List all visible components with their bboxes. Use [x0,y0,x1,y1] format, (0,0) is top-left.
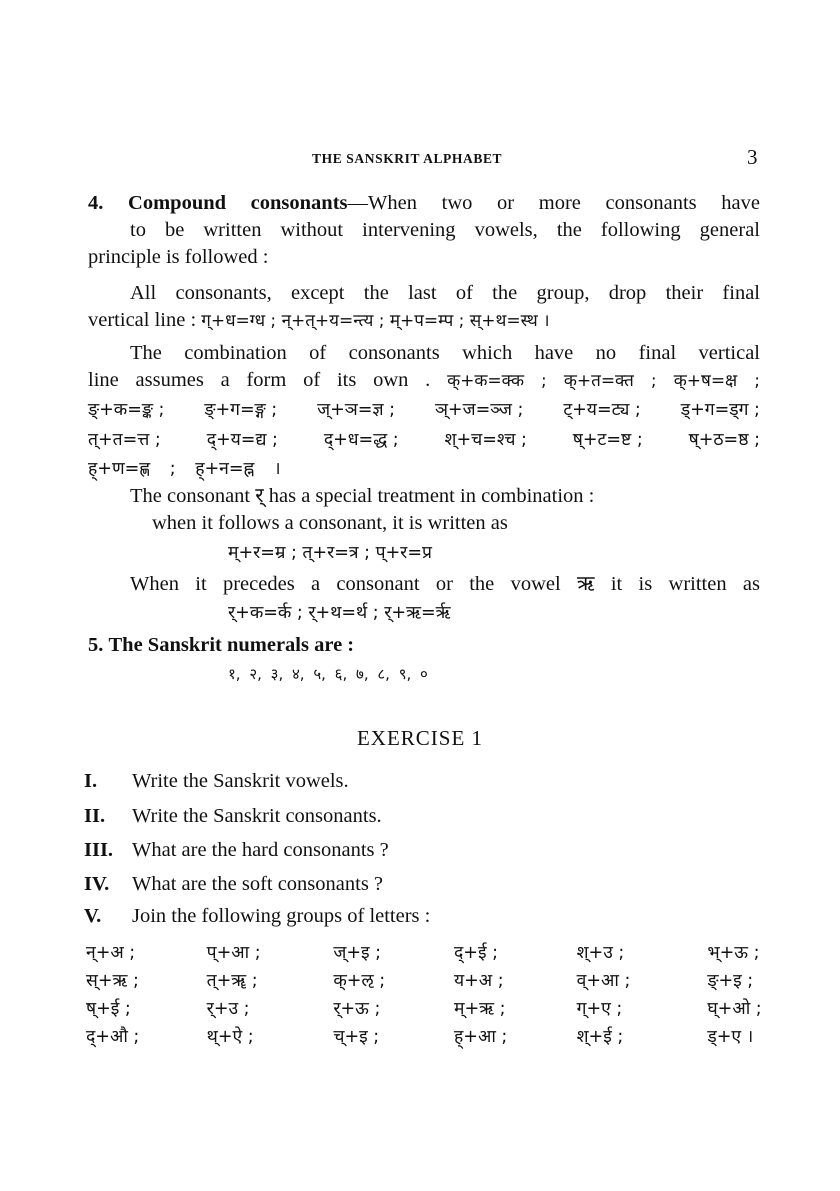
conjunct-item: ज्+ञ=ज्ञ ; [317,400,396,420]
exercise-title: EXERCISE 1 [356,726,484,750]
running-title: THE SANSKRIT ALPHABET [312,151,503,166]
para2-line2 [88,367,760,395]
letter-group: ड्+ए । [707,1027,754,1047]
conjunct-item: त्+त=त्त ; [88,430,161,450]
question-item [84,905,430,928]
para2-line1: The combination of consonants which have no final vertical [130,342,760,364]
question-item [84,770,349,793]
question-text: What are the soft consonants ? [132,873,384,895]
conjunct-item: श्+च=श्च ; [444,430,527,450]
para1-line1: All consonants, except the last of the group, drop their final [130,282,760,304]
paragraph-final-line-rule [88,280,760,335]
question-text: Write the Sanskrit vowels. [132,770,349,792]
para3-line1: The consonant र् has a special treatment in combination : [130,485,595,507]
letter-group: च्+इ ; [333,1027,380,1047]
page-header [0,145,840,175]
letter-group: ष्+ई ; [86,999,131,1019]
conjunct-item: ष्+ठ=ष्ठ ; [688,430,760,450]
letter-group: भ्+ऊ ; [707,943,760,963]
para2-line2-text: line assumes a form of its own . [88,369,431,391]
letter-group: र्+ऊ ; [333,999,381,1019]
page-number: 3 [747,145,758,169]
question-number: I. [84,770,98,792]
section-4-heading: Compound consonants [128,192,348,214]
paragraph-ra-preceding [88,571,760,598]
letter-group: ग्+ए ; [576,999,623,1019]
section-5 [88,632,760,659]
conjunct-item: द्+य=द्य ; [206,430,278,450]
section-5-heading: The Sanskrit numerals are : [108,634,355,656]
question-item [84,805,382,828]
letter-group: ङ्+इ ; [707,971,754,991]
conjunct-item: ट्+य=ट्य ; [563,400,641,420]
ra-following-examples: म्+र=म्र ; त्+र=त्र ; प्+र=प्र [228,543,432,563]
para3-line2: when it follows a consonant, it is written as [152,512,508,534]
letter-group: स्+ऋ ; [86,971,139,991]
letter-group: ह्+आ ; [453,1027,508,1047]
conjunct-item: ञ्+ज=ञ्ज ; [434,400,524,420]
letter-group: थ्+ऐ ; [206,1027,254,1047]
question-number: IV. [84,873,110,895]
para4-line1: When it precedes a consonant or the vowel ऋ it is written as [130,573,760,595]
letter-group: क्+ऌ ; [333,971,386,991]
para1-line2-examples: ग्+ध=ग्ध ; न्+त्+य=न्त्य ; म्+प=म्प ; स्+थ=स्थ । [201,311,550,331]
conjunct-row-2 [88,427,760,451]
letter-group: य+अ ; [453,971,504,991]
conjunct-item: ह्+ण=ह्ण ; [88,459,176,479]
question-item [84,873,383,896]
para1-line2 [88,307,760,335]
question-text: Join the following groups of letters : [132,905,431,927]
conjunct-row-1 [88,397,760,421]
paragraph-ra-treatment [88,483,760,537]
section-4-intro-line1 [88,190,760,217]
numerals-list: १, २, ३, ४, ५, ६, ७, ८, ९, ० [228,665,428,683]
question-text: What are the hard consonants ? [132,839,389,861]
question-number: II. [84,805,106,827]
conjunct-item: ङ्+ग=ङ्ग ; [204,400,278,420]
conjunct-item: ड्+ग=ड्ग ; [680,400,760,420]
question-item [84,839,389,862]
letter-group: प्+आ ; [206,943,261,963]
paragraph-own-form [88,340,760,395]
letter-group: म्+ऋ ; [453,999,506,1019]
letter-group: ज्+इ ; [333,943,382,963]
section-5-heading-line [88,632,760,659]
letter-groups-grid [86,940,762,1048]
letter-group: न्+अ ; [86,943,136,963]
para2-line2-examples: क्+क=क्क ; क्+त=क्त ; क्+ष=क्ष ; [447,371,761,391]
letter-group: त्+ॠ ; [206,971,258,991]
question-number: V. [84,905,102,927]
ra-preceding-examples: र्+क=र्क ; र्+थ=र्थ ; र्+ऋ=र्ऋ [228,603,451,623]
question-text: Write the Sanskrit consonants. [132,805,382,827]
conjunct-item: ह्+न=ह्न । [195,459,281,479]
section-4-number: 4. [88,192,104,214]
question-number: III. [84,839,114,861]
conjunct-row-3 [88,456,281,480]
conjunct-item: ष्+ट=ष्ट ; [572,430,643,450]
section-5-number: 5. [88,634,104,656]
para1-line2-text: vertical line : [88,309,197,331]
letter-group: द्+औ ; [86,1027,140,1047]
letter-group: द्+ई ; [453,943,498,963]
letter-group: व्+आ ; [576,971,631,991]
conjunct-item: द्+ध=द्ध ; [323,430,399,450]
letter-group: श्+उ ; [576,943,625,963]
letter-group: र्+उ ; [206,999,250,1019]
section-4-intro-line3: principle is followed : [88,246,269,268]
section-4-intro-line2: to be written without intervening vowels, the following general [130,219,760,241]
conjunct-item: ङ्+क=ङ्क ; [88,400,165,420]
section-4 [88,190,760,271]
section-4-intro-rest: —When two or more consonants have [347,192,760,214]
letter-group: घ्+ओ ; [707,999,762,1019]
letter-group: श्+ई ; [576,1027,624,1047]
